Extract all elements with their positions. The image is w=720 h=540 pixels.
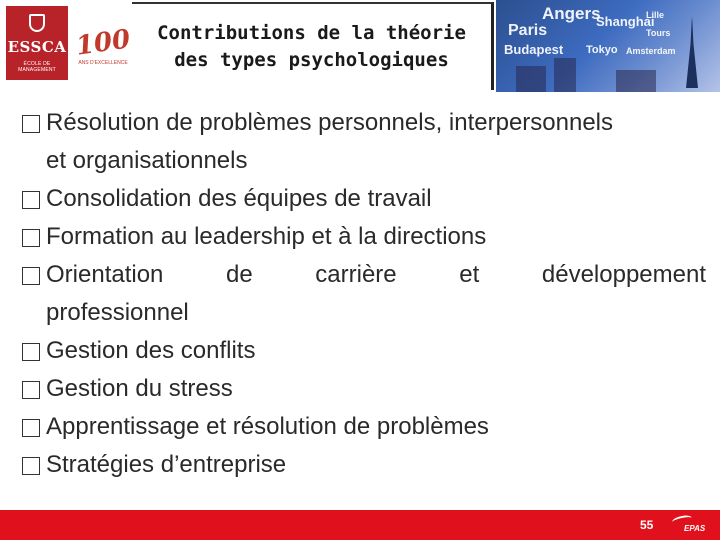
list-item-text: Orientation de carrière et développement — [46, 261, 706, 288]
banner-city: Budapest — [504, 42, 564, 57]
bullet-box-icon — [22, 343, 40, 361]
list-item — [22, 256, 706, 332]
bullet-box-icon — [22, 419, 40, 437]
slide-title-line-2: des types psychologiques — [174, 49, 449, 71]
epas-logo-text: EPAS — [684, 524, 706, 533]
building-icon — [616, 70, 656, 92]
cities-banner — [496, 0, 720, 92]
list-item — [22, 218, 706, 256]
bullet-list — [22, 104, 706, 484]
bullet-box-icon — [22, 115, 40, 133]
eiffel-tower-icon — [686, 14, 698, 88]
bullet-box-icon — [22, 191, 40, 209]
anniversary-number: 100 — [74, 24, 133, 62]
list-item — [22, 446, 706, 484]
banner-city: Lille — [646, 10, 665, 20]
list-item — [22, 332, 706, 370]
essca-logo-name: ESSCA — [7, 38, 67, 56]
slide-title-line-1: Contributions de la théorie — [157, 22, 466, 44]
banner-city: Shanghai — [596, 14, 655, 29]
building-icon — [516, 66, 546, 92]
list-item-text: Gestion du stress — [46, 375, 233, 402]
anniversary-logo — [72, 6, 133, 80]
list-item-text-continued: et organisationnels — [46, 147, 248, 174]
anniversary-subtitle: ANS D'EXCELLENCE — [78, 60, 128, 66]
essca-logo-subtitle: ÉCOLE DE MANAGEMENT — [18, 61, 56, 73]
list-item-text: Gestion des conflits — [46, 337, 256, 364]
slide-title — [157, 20, 466, 74]
building-icon — [554, 58, 576, 92]
banner-city: Tokyo — [586, 44, 618, 56]
slide-header — [0, 0, 720, 92]
page-number: 55 — [640, 518, 654, 532]
bullet-box-icon — [22, 457, 40, 475]
list-item — [22, 104, 706, 180]
list-item — [22, 180, 706, 218]
footer-bar — [0, 510, 720, 540]
bullet-box-icon — [22, 267, 40, 285]
epas-logo — [672, 514, 716, 536]
essca-logo — [6, 6, 68, 80]
bullet-box-icon — [22, 381, 40, 399]
bullet-box-icon — [22, 229, 40, 247]
list-item — [22, 408, 706, 446]
banner-city: Tours — [646, 28, 671, 38]
title-box — [132, 2, 494, 90]
list-item-text: Consolidation des équipes de travail — [46, 185, 432, 212]
banner-city: Paris — [508, 22, 548, 39]
list-item-text: Apprentissage et résolution de problèmes — [46, 413, 489, 440]
list-item-text-continued: professionnel — [46, 299, 189, 326]
list-item-text: Résolution de problèmes personnels, interpersonnels — [46, 109, 613, 136]
list-item-text: Stratégies d’entreprise — [46, 451, 287, 478]
list-item — [22, 370, 706, 408]
crest-icon — [29, 14, 45, 32]
banner-city: Amsterdam — [626, 46, 676, 56]
banner-city: Angers — [542, 4, 601, 23]
list-item-text: Formation au leadership et à la directions — [46, 223, 487, 250]
